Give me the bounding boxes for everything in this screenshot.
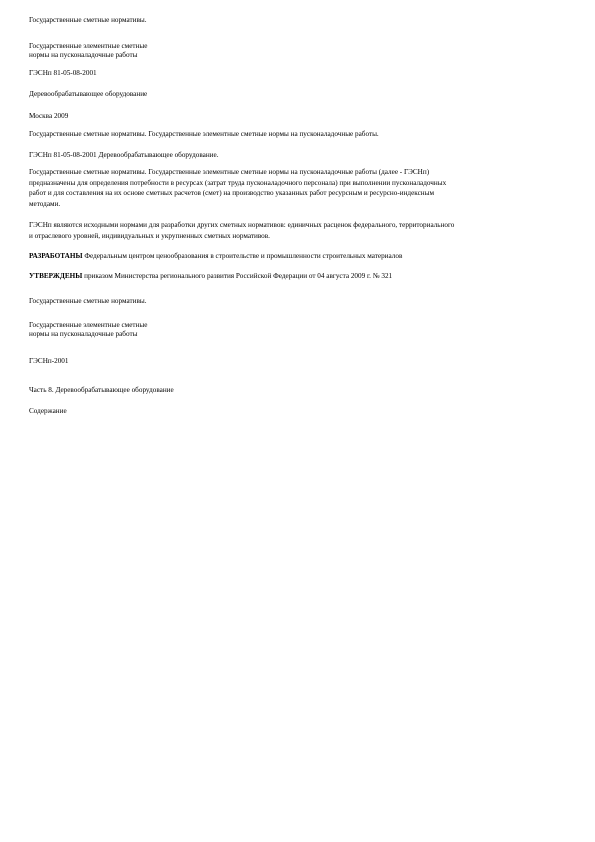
basis-paragraph bbox=[29, 220, 569, 241]
document-code-short: ГЭСНп-2001 bbox=[29, 357, 69, 365]
full-code-title: Деревообрабатывающее оборудование. bbox=[96, 151, 219, 159]
header-elemental-repeat-line1: Государственные элементные сметные bbox=[29, 321, 148, 329]
header-elemental-line1: Государственные элементные сметные bbox=[29, 42, 148, 50]
basis-line: и отраслевого уровней, индивидуальных и укрупненных сметных нормативов. bbox=[29, 231, 270, 240]
full-code: ГЭСНп 81-05-08-2001 bbox=[29, 151, 97, 159]
part-title: Часть 8. Деревообрабатывающее оборудование bbox=[29, 386, 174, 394]
intro-line: предназначены для определения потребности в ресурсах (затрат труда пусконаладочного персонала) при выполнении пусконаладочных bbox=[29, 178, 447, 187]
contents-heading: Содержание bbox=[29, 407, 67, 415]
developed-line bbox=[29, 252, 569, 261]
intro-line: Государственные сметные нормативы. Государственные элементные сметные нормы на пусконаладочные работы (далее - ГЭСНп) bbox=[29, 168, 430, 176]
approved-line bbox=[29, 272, 569, 281]
intro-paragraph bbox=[29, 167, 569, 209]
header-elemental-repeat-line2: нормы на пусконаладочные работы bbox=[29, 330, 138, 338]
developed-label: РАЗРАБОТАНЫ bbox=[29, 252, 83, 260]
developed-text: Федеральным центром ценообразования в строительстве и промышленности строительных материалов bbox=[82, 252, 403, 260]
document-code: ГЭСНп 81-05-08-2001 bbox=[29, 69, 97, 77]
document-title: Деревообрабатывающее оборудование bbox=[29, 90, 148, 98]
approved-text: приказом Министерства регионального развития Российской Федерации от 04 августа 2009 г. № 321 bbox=[82, 272, 393, 280]
header-elemental-line2: нормы на пусконаладочные работы bbox=[29, 51, 138, 59]
header-norms-repeat: Государственные сметные нормативы. bbox=[29, 297, 147, 305]
header-norms: Государственные сметные нормативы. bbox=[29, 16, 147, 24]
approved-label: УТВЕРЖДЕНЫ bbox=[29, 272, 83, 280]
intro-line: методами. bbox=[29, 199, 61, 208]
basis-line: ГЭСНп являются исходными нормами для разработки других сметных нормативов: единичных расценок федерального, территориального bbox=[29, 221, 455, 229]
intro-line: работ и для составления на их основе сметных расчетов (смет) на производство указанных работ ресурсным и ресурсно-индексным bbox=[29, 189, 435, 197]
full-code-line bbox=[29, 151, 569, 160]
place-year: Москва 2009 bbox=[29, 112, 69, 120]
full-title: Государственные сметные нормативы. Государственные элементные сметные нормы на пусконаладочные работы. bbox=[29, 130, 379, 138]
